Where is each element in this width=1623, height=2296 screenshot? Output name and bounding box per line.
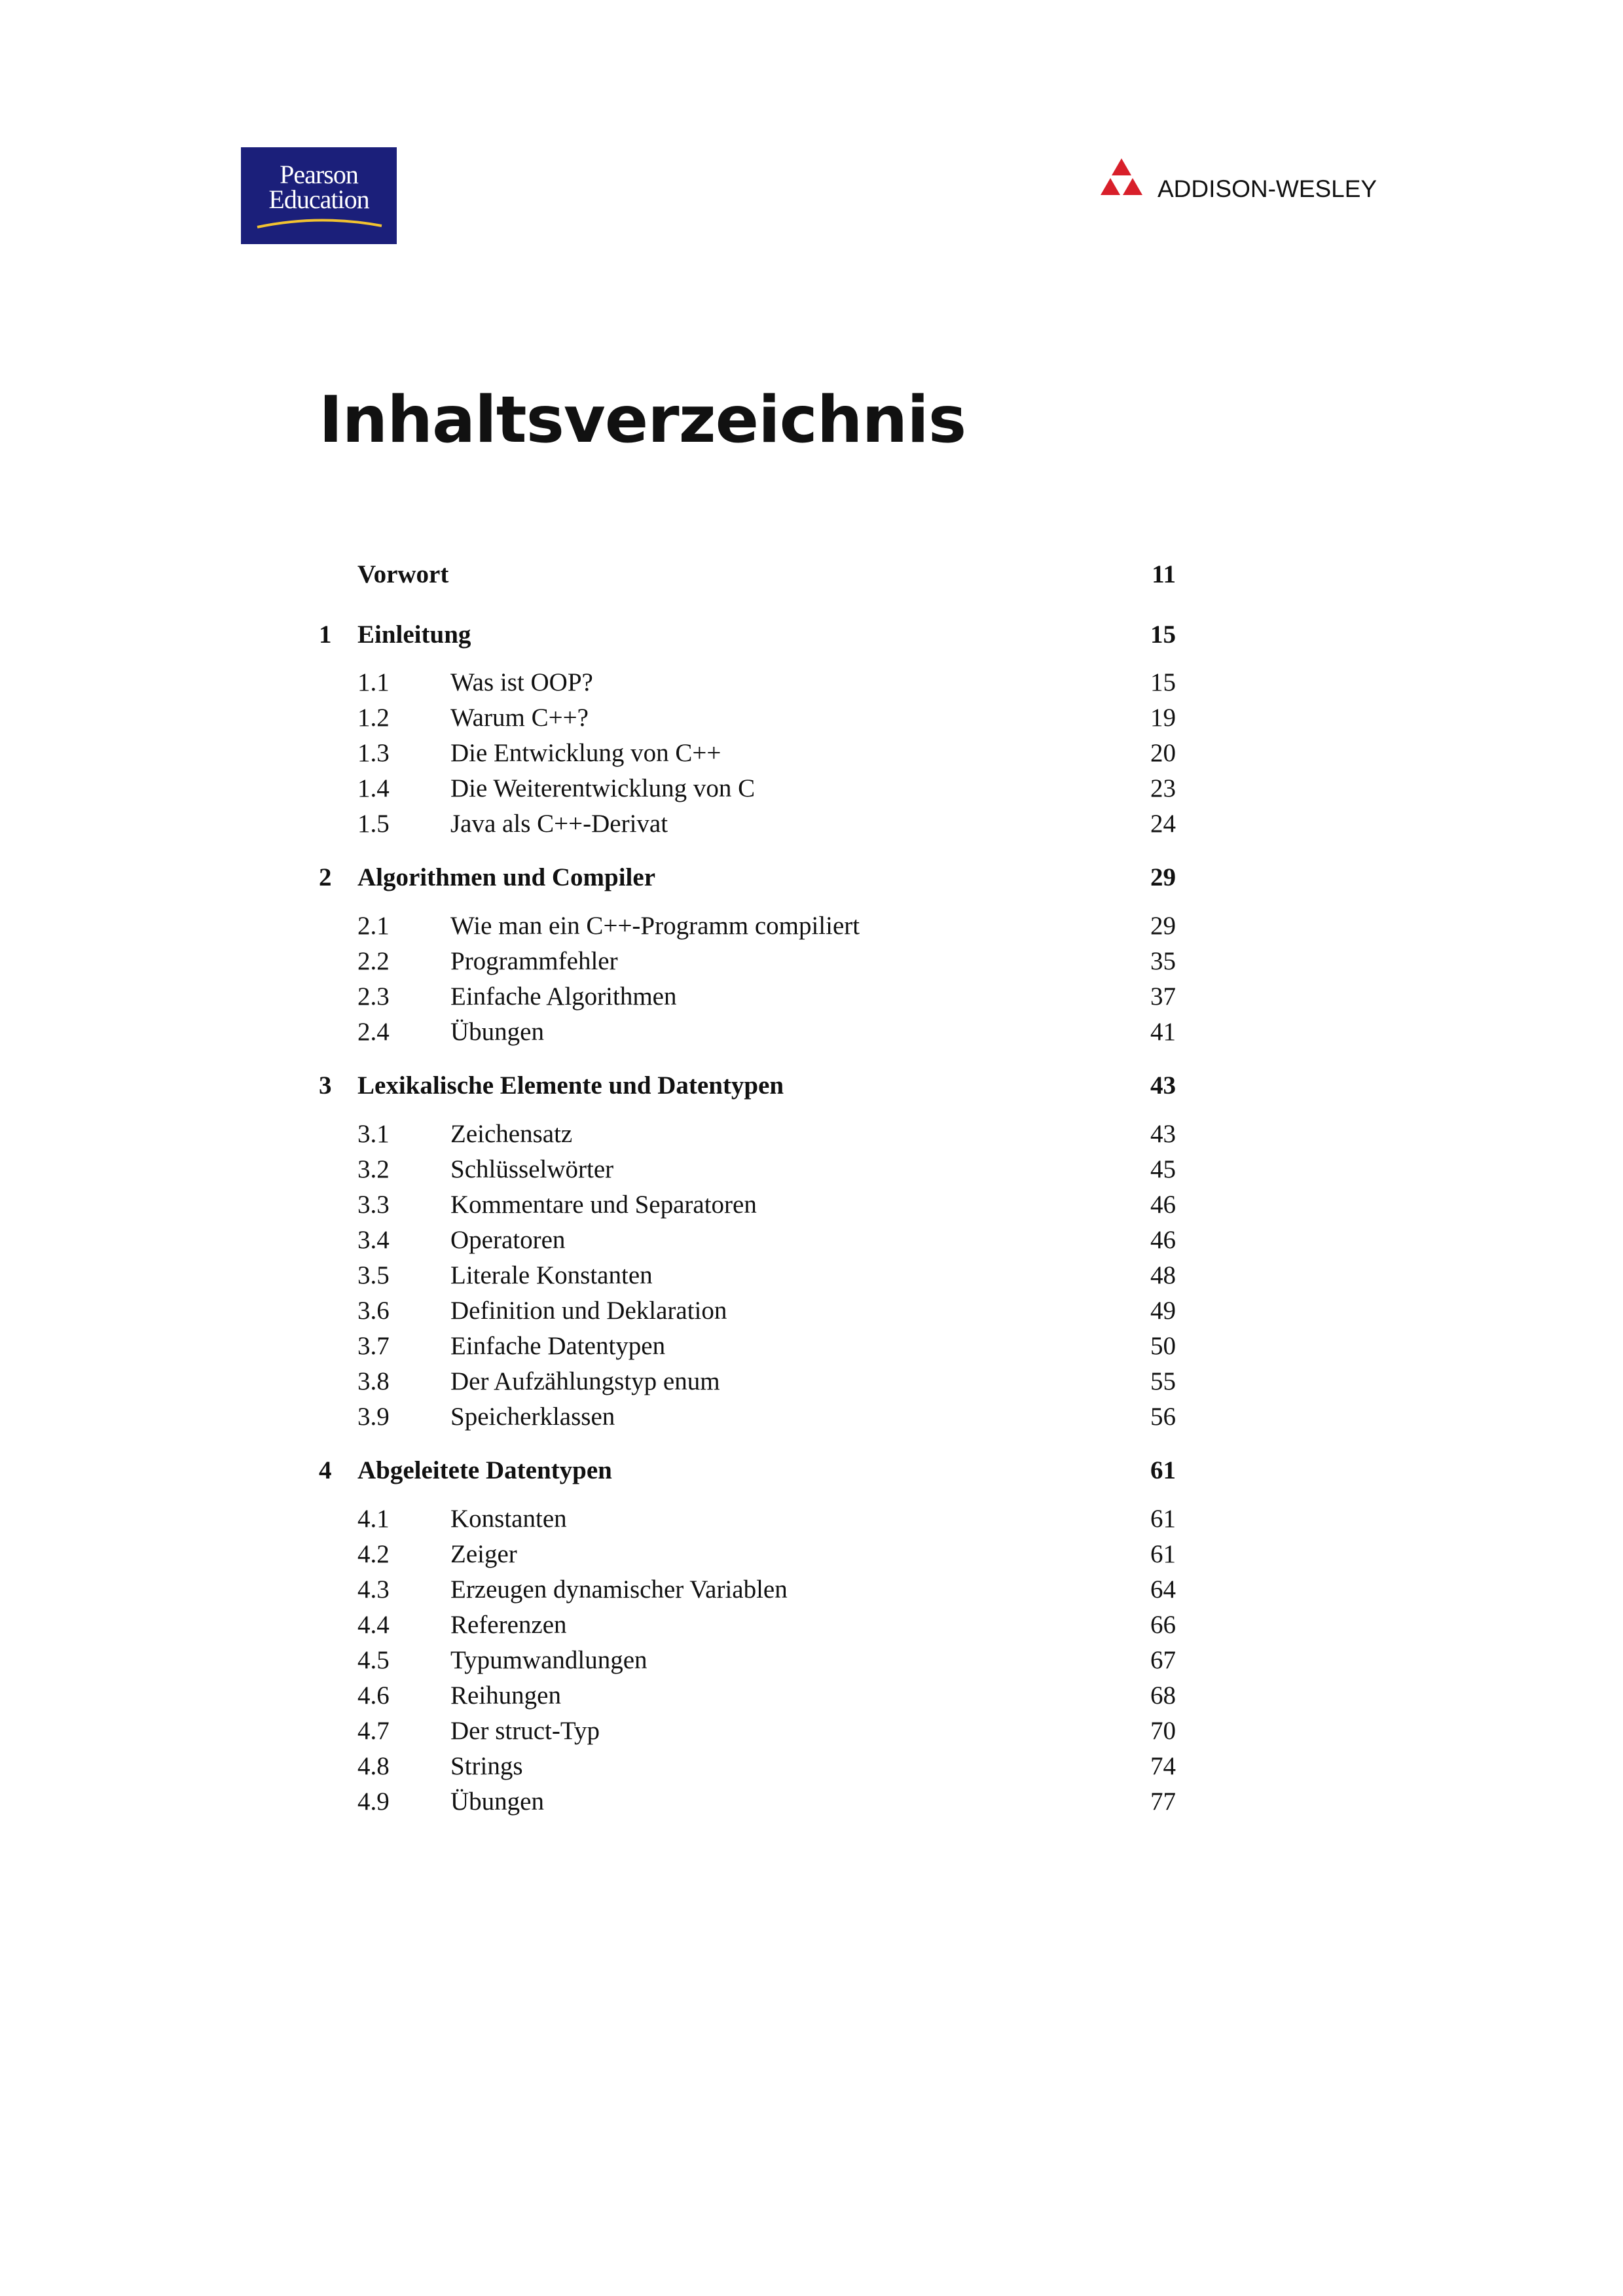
toc-entry-page: 19 — [1150, 704, 1176, 732]
toc-entry-page: 15 — [1150, 668, 1176, 696]
toc-entry-page: 43 — [1150, 1120, 1176, 1148]
toc-entry-page: 45 — [1150, 1155, 1176, 1183]
toc-section-row — [0, 1787, 1623, 1822]
toc-section-row — [0, 1155, 1623, 1190]
toc-entry-title: Was ist OOP? — [450, 668, 593, 696]
pearson-swoosh-icon — [254, 213, 385, 232]
toc-entry-number: 4.1 — [357, 1505, 390, 1533]
toc-section-row — [0, 1261, 1623, 1296]
toc-section-row — [0, 1017, 1623, 1052]
toc-entry-page: 41 — [1150, 1018, 1176, 1046]
pearson-logo-line1: Pearson — [280, 160, 358, 189]
toc-entry-number: 3.3 — [357, 1191, 390, 1219]
toc-entry-title: Vorwort — [357, 560, 449, 588]
toc-entry-number: 3.5 — [357, 1261, 390, 1289]
toc-entry-number: 3.1 — [357, 1120, 390, 1148]
toc-section-row — [0, 1610, 1623, 1645]
toc-section-row — [0, 774, 1623, 809]
toc-entry-title: Wie man ein C++-Programm compiliert — [450, 912, 860, 940]
toc-entry-number: 4.5 — [357, 1646, 390, 1674]
toc-entry-title: Kommentare und Separatoren — [450, 1191, 757, 1219]
toc-entry-number: 1 — [319, 620, 332, 649]
toc-chapter-row — [0, 1456, 1623, 1491]
toc-entry-title: Speicherklassen — [450, 1403, 615, 1431]
toc-entry-number: 2.4 — [357, 1018, 390, 1046]
toc-section-row — [0, 946, 1623, 982]
toc-entry-page: 61 — [1150, 1456, 1176, 1484]
toc-section-row — [0, 982, 1623, 1017]
toc-entry-number: 1.2 — [357, 704, 390, 732]
toc-entry-page: 20 — [1150, 739, 1176, 767]
toc-entry-page: 29 — [1150, 912, 1176, 940]
toc-entry-page: 68 — [1150, 1681, 1176, 1710]
toc-entry-title: Programmfehler — [450, 947, 618, 975]
toc-entry-page: 61 — [1150, 1540, 1176, 1568]
toc-entry-number: 2.1 — [357, 912, 390, 940]
toc-entry-page: 49 — [1150, 1297, 1176, 1325]
toc-entry-page: 35 — [1150, 947, 1176, 975]
toc-entry-page: 43 — [1150, 1071, 1176, 1100]
addison-wesley-logo — [1092, 157, 1393, 216]
toc-entry-page: 70 — [1150, 1717, 1176, 1745]
toc-section-row — [0, 1539, 1623, 1575]
toc-entry-title: Abgeleitete Datentypen — [357, 1456, 612, 1484]
toc-entry-title: Die Weiterentwicklung von C — [450, 774, 756, 802]
addison-wesley-wordmark: ADDISON-WESLEY — [1158, 175, 1377, 202]
toc-entry-title: Strings — [450, 1752, 523, 1780]
toc-entry-page: 15 — [1150, 620, 1176, 649]
toc-entry-number: 4 — [319, 1456, 332, 1484]
toc-entry-page: 55 — [1150, 1367, 1176, 1395]
toc-entry-title: Einfache Datentypen — [450, 1332, 666, 1360]
toc-entry-number: 3.8 — [357, 1367, 390, 1395]
toc-entry-page: 48 — [1150, 1261, 1176, 1289]
pearson-logo-line2: Education — [268, 185, 369, 214]
toc-entry-title: Warum C++? — [450, 704, 589, 732]
toc-entry-page: 11 — [1152, 560, 1176, 588]
toc-chapter-row — [0, 1071, 1623, 1106]
toc-section-row — [0, 1402, 1623, 1437]
toc-entry-title: Die Entwicklung von C++ — [450, 739, 721, 767]
toc-entry-title: Der struct-Typ — [450, 1717, 600, 1745]
toc-entry-page: 23 — [1150, 774, 1176, 802]
toc-section-row — [0, 911, 1623, 946]
toc-entry-title: Operatoren — [450, 1226, 566, 1254]
toc-entry-title: Referenzen — [450, 1611, 567, 1639]
toc-entry-number: 3.7 — [357, 1332, 390, 1360]
toc-entry-page: 67 — [1150, 1646, 1176, 1674]
toc-entry-title: Literale Konstanten — [450, 1261, 653, 1289]
toc-entry-number: 1.1 — [357, 668, 390, 696]
toc-entry-number: 2.3 — [357, 982, 390, 1011]
toc-entry-title: Java als C++-Derivat — [450, 810, 668, 838]
toc-section-row — [0, 1504, 1623, 1539]
pearson-education-logo — [241, 147, 397, 244]
toc-entry-page: 77 — [1150, 1787, 1176, 1816]
toc-section-row — [0, 1190, 1623, 1225]
toc-section-row — [0, 1681, 1623, 1716]
toc-entry-number: 3 — [319, 1071, 332, 1100]
toc-section-row — [0, 1645, 1623, 1681]
toc-entry-number: 2 — [319, 863, 332, 891]
page-title: Inhaltsverzeichnis — [319, 383, 966, 457]
toc-entry-number: 1.4 — [357, 774, 390, 802]
toc-entry-number: 1.3 — [357, 739, 390, 767]
toc-entry-title: Lexikalische Elemente und Datentypen — [357, 1071, 784, 1100]
toc-section-row — [0, 809, 1623, 844]
toc-entry-number: 4.8 — [357, 1752, 390, 1780]
addison-wesley-triangles-icon — [1092, 157, 1151, 209]
toc-entry-number: 3.6 — [357, 1297, 390, 1325]
toc-entry-page: 46 — [1150, 1226, 1176, 1254]
toc-entry-title: Typumwandlungen — [450, 1646, 647, 1674]
toc-section-row — [0, 1225, 1623, 1261]
toc-entry-title: Algorithmen und Compiler — [357, 863, 656, 891]
toc-entry-title: Erzeugen dynamischer Variablen — [450, 1575, 788, 1604]
toc-section-row — [0, 1119, 1623, 1155]
toc-entry-title: Übungen — [450, 1787, 544, 1816]
toc-entry-page: 64 — [1150, 1575, 1176, 1604]
toc-section-row — [0, 1331, 1623, 1367]
toc-section-row — [0, 1751, 1623, 1787]
toc-entry-number: 4.3 — [357, 1575, 390, 1604]
toc-section-row — [0, 668, 1623, 703]
toc-entry-number: 2.2 — [357, 947, 390, 975]
toc-section-row — [0, 1296, 1623, 1331]
toc-section-row — [0, 1716, 1623, 1751]
toc-entry-title: Konstanten — [450, 1505, 567, 1533]
toc-entry-number: 4.7 — [357, 1717, 390, 1745]
toc-entry-number: 3.9 — [357, 1403, 390, 1431]
toc-entry-page: 29 — [1150, 863, 1176, 891]
toc-entry-title: Zeiger — [450, 1540, 517, 1568]
toc-entry-number: 4.4 — [357, 1611, 390, 1639]
toc-entry-number: 3.2 — [357, 1155, 390, 1183]
toc-entry-title: Schlüsselwörter — [450, 1155, 614, 1183]
toc-entry-page: 24 — [1150, 810, 1176, 838]
toc-entry-number: 4.2 — [357, 1540, 390, 1568]
toc-chapter-row — [0, 560, 1623, 595]
toc-entry-number: 1.5 — [357, 810, 390, 838]
toc-chapter-row — [0, 620, 1623, 655]
toc-entry-title: Definition und Deklaration — [450, 1297, 727, 1325]
toc-entry-page: 37 — [1150, 982, 1176, 1011]
toc-entry-page: 74 — [1150, 1752, 1176, 1780]
toc-entry-page: 61 — [1150, 1505, 1176, 1533]
toc-section-row — [0, 738, 1623, 774]
toc-entry-title: Der Aufzählungstyp enum — [450, 1367, 720, 1395]
toc-section-row — [0, 703, 1623, 738]
toc-entry-page: 56 — [1150, 1403, 1176, 1431]
toc-entry-page: 50 — [1150, 1332, 1176, 1360]
toc-entry-title: Einleitung — [357, 620, 471, 649]
toc-entry-number: 4.9 — [357, 1787, 390, 1816]
toc-entry-page: 66 — [1150, 1611, 1176, 1639]
toc-section-row — [0, 1367, 1623, 1402]
toc-entry-page: 46 — [1150, 1191, 1176, 1219]
toc-entry-title: Reihungen — [450, 1681, 561, 1710]
toc-entry-title: Zeichensatz — [450, 1120, 573, 1148]
toc-chapter-row — [0, 863, 1623, 898]
toc-section-row — [0, 1575, 1623, 1610]
toc-entry-title: Übungen — [450, 1018, 544, 1046]
toc-entry-title: Einfache Algorithmen — [450, 982, 677, 1011]
toc-entry-number: 4.6 — [357, 1681, 390, 1710]
toc-entry-number: 3.4 — [357, 1226, 390, 1254]
